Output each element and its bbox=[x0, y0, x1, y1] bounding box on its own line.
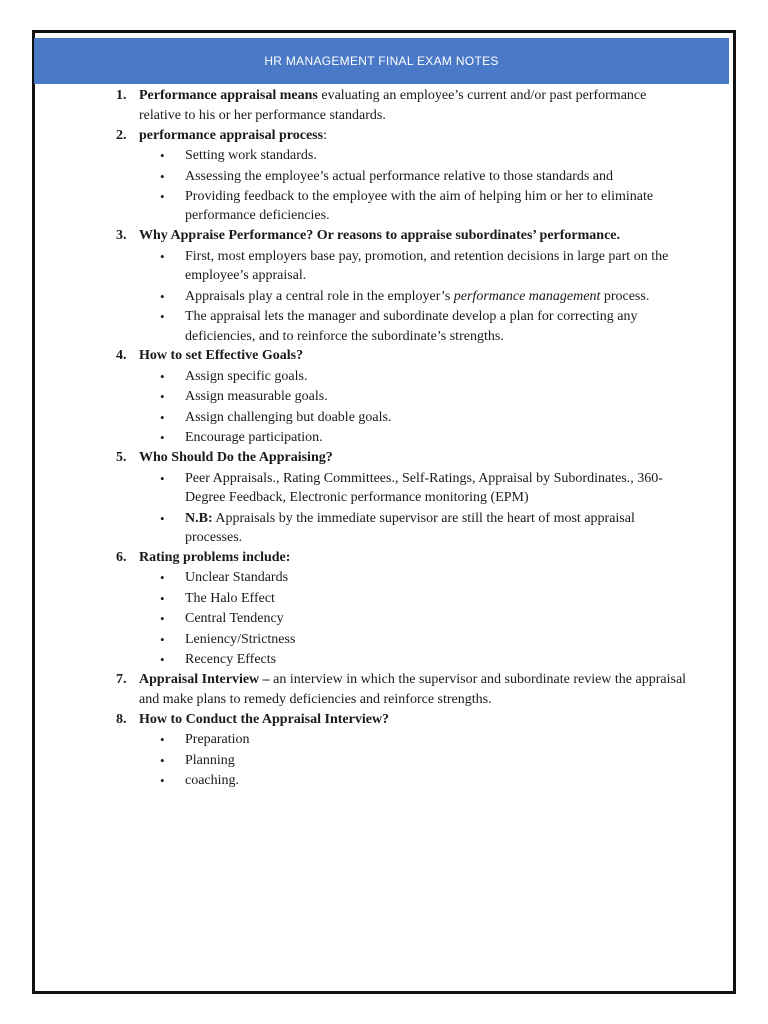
bullet-list bbox=[139, 146, 688, 226]
bullet-item: • Assign specific goals. bbox=[139, 367, 688, 386]
bullet-item: • Setting work standards. bbox=[139, 146, 688, 165]
item-text: evaluating an employee’s current and/or past performance relative to his or her performance standards. bbox=[139, 88, 647, 123]
item-heading: Who Should Do the Appraising? bbox=[139, 450, 333, 466]
bullet-item: • The appraisal lets the manager and subordinate develop a plan for correcting any deficiencies, and to reinforce the subordinate’s strengths. bbox=[139, 307, 688, 346]
bullet-item: • Planning bbox=[139, 751, 688, 770]
document-title-banner bbox=[34, 38, 729, 84]
bullet-list bbox=[139, 469, 688, 547]
item-number: 2. bbox=[116, 127, 127, 143]
item-number: 1. bbox=[116, 88, 127, 103]
bullet-item: • Preparation bbox=[139, 730, 688, 749]
item-text: an interview in which the supervisor and subordinate review the appraisal and make plans to remedy deficiencies and reinforce strengths. bbox=[139, 672, 687, 707]
bullet-item: • First, most employers base pay, promotion, and retention decisions in large part on the employee’s appraisal. bbox=[139, 247, 688, 286]
item-heading: performance appraisal process bbox=[139, 127, 324, 143]
note-item-2 bbox=[108, 126, 688, 226]
bullet-text: process. bbox=[600, 288, 650, 304]
bullet-item: • Assessing the employee’s actual performance relative to those standards and bbox=[139, 167, 688, 186]
note-item-3 bbox=[108, 226, 688, 346]
bullet-item: • Unclear Standards bbox=[139, 568, 688, 587]
bullet-item: • Peer Appraisals., Rating Committees., Self-Ratings, Appraisal by Subordinates., 360-Degree Feedback, Electronic performance monitoring (EPM) bbox=[139, 469, 688, 508]
document-title: HR MANAGEMENT FINAL EXAM NOTES bbox=[264, 54, 499, 68]
bullet-item: • Assign challenging but doable goals. bbox=[139, 408, 688, 427]
item-heading: How to Conduct the Appraisal Interview? bbox=[139, 711, 390, 727]
item-heading: Appraisal Interview – bbox=[139, 672, 270, 688]
note-item-6 bbox=[108, 548, 688, 670]
bullet-text: Appraisals play a central role in the employer’s bbox=[185, 288, 454, 304]
bullet-item bbox=[139, 509, 688, 548]
bullet-item: • The Halo Effect bbox=[139, 589, 688, 608]
item-heading: Performance appraisal means bbox=[139, 88, 318, 103]
bullet-list bbox=[139, 247, 688, 346]
item-text: : bbox=[323, 127, 327, 143]
note-item-5 bbox=[108, 448, 688, 547]
item-heading: Rating problems include: bbox=[139, 549, 291, 565]
bullet-list bbox=[139, 730, 688, 790]
item-number: 6. bbox=[116, 549, 127, 565]
note-item-1 bbox=[108, 86, 688, 125]
item-number: 3. bbox=[116, 228, 127, 244]
note-item-8 bbox=[108, 710, 688, 791]
item-number: 4. bbox=[116, 348, 127, 364]
item-heading: Why Appraise Performance? Or reasons to appraise subordinates’ performance. bbox=[139, 228, 621, 244]
bullet-item: • coaching. bbox=[139, 771, 688, 790]
notes-content bbox=[108, 86, 688, 791]
item-number: 8. bbox=[116, 711, 127, 727]
bullet-bold-text: N.B: bbox=[185, 510, 213, 526]
bullet-item: • Recency Effects bbox=[139, 650, 688, 669]
bullet-item: • Central Tendency bbox=[139, 609, 688, 628]
bullet-item: • Encourage participation. bbox=[139, 428, 688, 447]
note-item-7 bbox=[108, 670, 688, 709]
item-heading: How to set Effective Goals? bbox=[139, 348, 304, 364]
bullet-text: Appraisals by the immediate supervisor are still the heart of most appraisal processes. bbox=[185, 510, 635, 545]
note-item-4 bbox=[108, 346, 688, 447]
item-number: 7. bbox=[116, 672, 127, 688]
bullet-item: • Leniency/Strictness bbox=[139, 630, 688, 649]
notes-list bbox=[108, 86, 688, 791]
bullet-list bbox=[139, 568, 688, 669]
bullet-item: • Assign measurable goals. bbox=[139, 387, 688, 406]
bullet-item: • Providing feedback to the employee with the aim of helping him or her to eliminate performance deficiencies. bbox=[139, 187, 688, 226]
item-number: 5. bbox=[116, 450, 127, 466]
bullet-italic-text: performance management bbox=[453, 288, 601, 304]
bullet-item bbox=[139, 287, 688, 306]
bullet-list bbox=[139, 367, 688, 448]
